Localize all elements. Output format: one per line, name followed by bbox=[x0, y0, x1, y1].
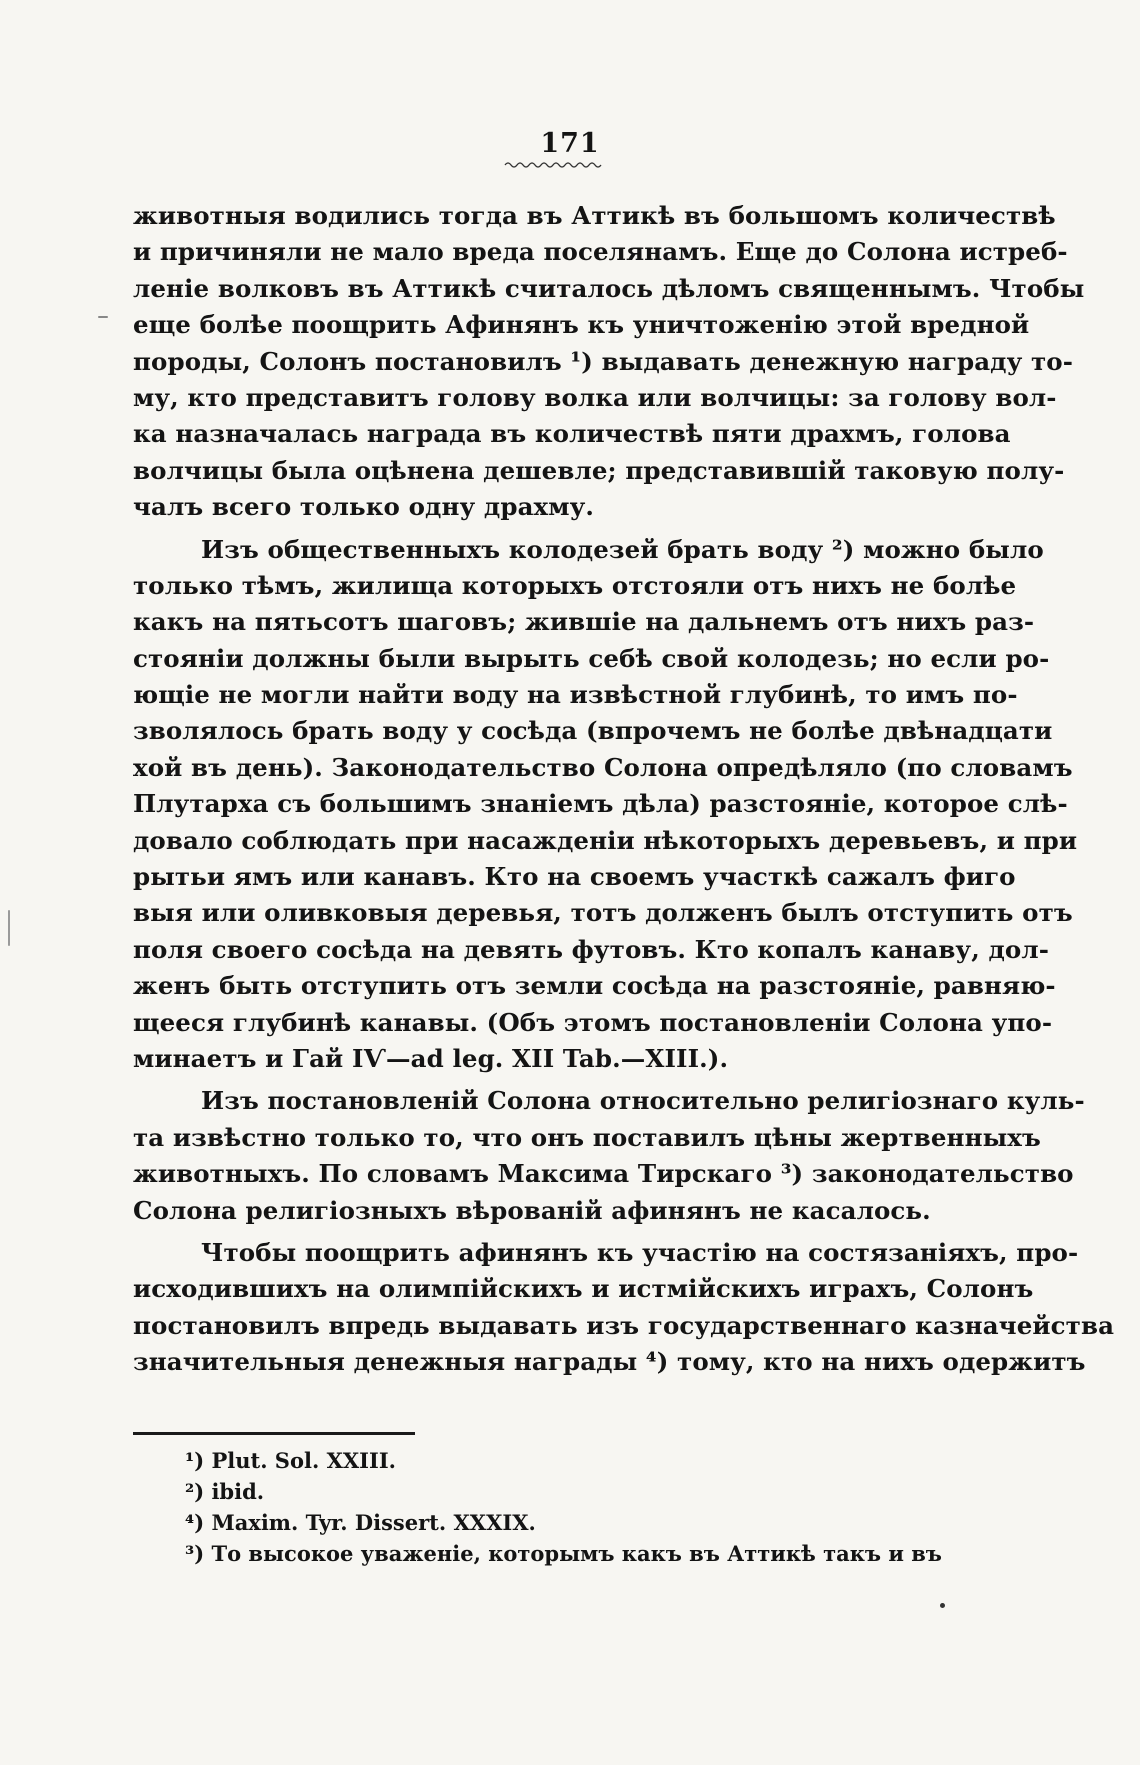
page-number-ornament bbox=[505, 160, 605, 170]
text-line: еще болѣе поощрить Афинянъ къ уничтоженiю этой вредной bbox=[133, 310, 1030, 340]
footnote-separator bbox=[133, 1432, 415, 1435]
page-number: 171 bbox=[540, 128, 600, 159]
text-line: поля своего сосѣда на девять футовъ. Кто копалъ канаву, дол- bbox=[133, 934, 1049, 964]
footnote-mark: ⁴) bbox=[185, 1510, 205, 1535]
footnote-text: Maxim. Tyr. Dissert. XXXIX. bbox=[211, 1510, 536, 1535]
footnote bbox=[185, 1476, 977, 1507]
text-line: хой въ день). Законодательство Солона опредѣляло (по словамъ bbox=[133, 752, 1073, 782]
text-line: довало соблюдать при насажденiи нѣкоторыхъ деревьевъ, и при bbox=[133, 825, 1078, 855]
text-line: Чтобы поощрить афинянъ къ участiю на состязанiяхъ, про- bbox=[201, 1237, 1079, 1267]
footnote-mark: ¹) bbox=[185, 1448, 205, 1473]
text-line: какъ на пятьсотъ шаговъ; жившiе на дальнемъ отъ нихъ раз- bbox=[133, 607, 1035, 637]
footnotes bbox=[185, 1445, 977, 1569]
footnote-mark: ²) bbox=[185, 1479, 205, 1504]
text-line: волчицы была оцѣнена дешевле; представившiй таковую полу- bbox=[133, 455, 1065, 485]
scan-speck bbox=[940, 1603, 945, 1608]
text-line: и причиняли не мало вреда поселянамъ. Еще до Солона истреб- bbox=[133, 237, 1068, 267]
text-line: исходившихъ на олимпiйскихъ и истмiйскихъ играхъ, Солонъ bbox=[133, 1274, 1034, 1304]
scan-speck bbox=[8, 910, 10, 946]
footnote bbox=[185, 1538, 977, 1569]
text-line: Изъ общественныхъ колодезей брать воду ²) можно было bbox=[201, 534, 1044, 564]
footnote bbox=[185, 1445, 977, 1476]
text-line: Солона религiозныхъ вѣрованiй афинянъ не касалось. bbox=[133, 1195, 931, 1225]
text-line: та извѣстно только то, что онъ поставилъ цѣны жертвенныхъ bbox=[133, 1122, 1041, 1152]
text-line: только тѣмъ, жилища которыхъ отстояли отъ нихъ не болѣе bbox=[133, 570, 1017, 600]
text-line: ленiе волковъ въ Аттикѣ считалось дѣломъ священнымъ. Чтобы bbox=[133, 273, 1085, 303]
text-line: чалъ всего только одну драхму. bbox=[133, 492, 595, 522]
main-text bbox=[133, 198, 1115, 1381]
text-line: щееся глубинѣ канавы. (Объ этомъ постановленiи Солона упо- bbox=[133, 1007, 1053, 1037]
text-line: женъ быть отступить отъ земли сосѣда на разстоянiе, равняю- bbox=[133, 971, 1056, 1001]
text-line: Изъ постановленiй Солона относительно религiознаго куль- bbox=[201, 1086, 1085, 1116]
footnote-text: То высокое уваженiе, которымъ какъ въ Аттикѣ такъ и въ bbox=[211, 1541, 942, 1566]
text-line: стоянiи должны были вырыть себѣ свой колодезь; но если ро- bbox=[133, 643, 1050, 673]
text-line: Плутарха съ большимъ знанiемъ дѣла) разстоянiе, которое слѣ- bbox=[133, 789, 1068, 819]
text-line: зволялось брать воду у сосѣда (впрочемъ не болѣе двѣнадцати bbox=[133, 716, 1053, 746]
footnote-text: ibid. bbox=[211, 1479, 265, 1504]
footnote-mark: ³) bbox=[185, 1541, 205, 1566]
text-line: животныя водились тогда въ Аттикѣ въ большомъ количествѣ bbox=[133, 201, 1056, 230]
text-line: му, кто представитъ голову волка или волчицы: за голову вол- bbox=[133, 382, 1057, 412]
footnote-text: Plut. Sol. XXIII. bbox=[211, 1448, 396, 1473]
text-line: выя или оливковыя деревья, тотъ долженъ былъ отступить отъ bbox=[133, 898, 1073, 928]
text-line: ющiе не могли найти воду на извѣстной глубинѣ, то имъ по- bbox=[133, 680, 1018, 710]
footnote bbox=[185, 1507, 977, 1538]
text-line: ка назначалась награда въ количествѣ пяти драхмъ, голова bbox=[133, 419, 1011, 449]
text-line: минаетъ и Гай IѴ—ad leg. XII Tab.—XIII.). bbox=[133, 1043, 729, 1073]
text-line: животныхъ. По словамъ Максима Тирскаго ³) законодательство bbox=[133, 1159, 1074, 1189]
text-line: рытьи ямъ или канавъ. Кто на своемъ участкѣ сажалъ фиго bbox=[133, 862, 1016, 892]
text-line: значительныя денежныя награды ⁴) тому, кто на нихъ одержитъ bbox=[133, 1347, 1086, 1377]
scan-speck bbox=[98, 316, 108, 318]
text-line: постановилъ впредь выдавать изъ государственнаго казначейства bbox=[133, 1310, 1115, 1340]
text-line: породы, Солонъ постановилъ ¹) выдавать денежную награду то- bbox=[133, 346, 1073, 376]
